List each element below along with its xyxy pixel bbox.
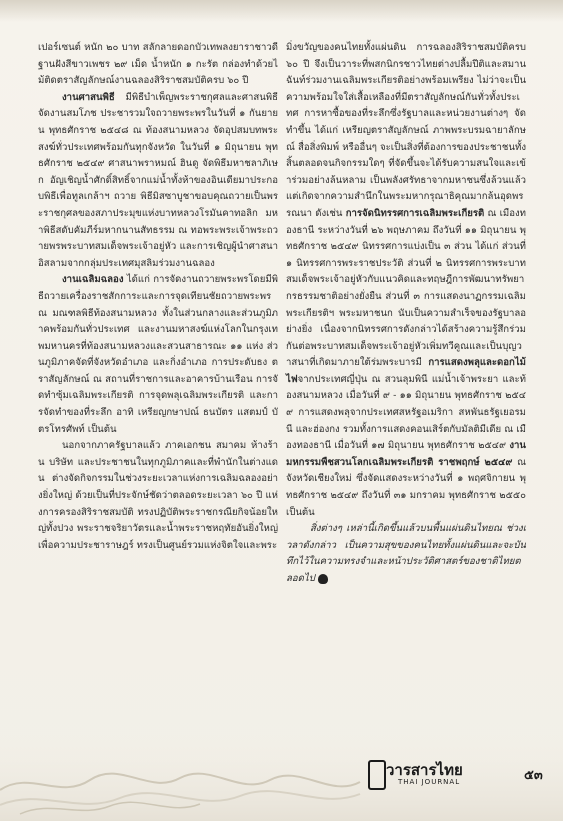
paragraph-religious-ceremonies: งานศาสนพิธี มีพิธีบำเพ็ญพระราชกุศลและศาสนพิธี จัดงานสมโภช ประชารวมใจถวายพระพรในวันที่ ๑ กันยายน พุทธศักราช ๒๕๔๘ ณ ท้องสนามหลวง จัดอุปสมบทพระสงฆ์ทั่วประเทศพร้อมกันทุกจังหวัด ในวันที่ ๑ มิถุนายน พุทธศักราช ๒๕๔๙ ศาสนาพราหมณ์ ฮินดู จัดพิธีมหาชลาภิเษก อัญเชิญน้ำศักดิ์สิทธิ์จากแม่น้ำทั้งห้าของอินเดียมาประกอบพิธีเพื่อทูลเกล้าฯ ถวาย พิธีมิสซาบูชาขอบคุณถวายเป็นพระราชกุศลของสภาประมุขแห่งบาทหลวงโรมันคาทอลิก มหาพิธีสดับคัมภีร์มหากนานสัทธรรม ณ ทอพระพระเจ้าพระถวายพรพระบาทสมเด็จพระเจ้าอยู่หัว และการเชิญผู้นำศาสนาอิสลามจากกลุ่มประเทศมุสลิมร่วมงานฉลอง [38, 91, 278, 269]
right-text-column [286, 40, 526, 588]
paragraph: มิ่งขวัญของคนไทยทั้งแผ่นดิน การฉลองสิริราชสมบัติครบ ๖๐ ปี จึงเป็นวาระที่พสกนิกรชาวไทยต่างปลื้มปีติและสมานฉันท์ร่วมงานเฉลิมพระเกียรติอย่างพร้อมเพรียง ไม่ว่าจะเป็นความพร้อมใจใส่เสื้อเหลืองที่มีตราสัญลักษณ์กันทั่วทั้งประเทศ การหาซื้อของที่ระลึกซึ่งรัฐบาลและหน่วยงานต่างๆ จัดทำขึ้น ได้แก่ เหรียญตราสัญลักษณ์ ภาพพระบรมฉายาลักษณ์ สื่อสิ่งพิมพ์ หรืออื่นๆ จะเป็นสิ่งที่ต้องการของประชาชนทั้งสิ้นตลอดจนกิจกรรมใดๆ ที่จัดขึ้นจะได้รับความสนใจและเข้าร่วมอย่างล้นหลาม เป็นพลังศรัทธาจากมหาชนซึ่งล้วนแล้วแต่เกิดจากความสำนึกในพระมหากรุณาธิคุณมากล้นอุดพรรณนา ดังเช่น การจัดนิทรรศการเฉลิมพระเกียรติ ณ เมืองทองธานี ระหว่างวันที่ ๒๖ พฤษภาคม ถึงวันที่ ๑๑ มิถุนายน พุทธศักราช ๒๕๔๙ นิทรรศการแบ่งเป็น ๓ ส่วน ได้แก่ ส่วนที่ ๑ นิทรรศการพระราชประวัติ ส่วนที่ ๒ นิทรรศการพระบาทสมเด็จพระเจ้าอยู่หัวกับแนวคิดและทฤษฎีการพัฒนาทรัพยากรธรรมชาติอย่างยั่งยืน ส่วนที่ ๓ การแสดงนาฏกรรมเฉลิมพระเกียรติฯ พระมหาชนก นับเป็นความสำเร็จของรัฐบาลอย่างยิ่ง เนื่องจากนิทรรศการดังกล่าวได้สร้างความรู้สึกร่วมกันต่อพระบาทสมเด็จพระเจ้าอยู่หัวเพิ่มทวีคูณและเป็นบุญวาสนาที่เกิดมาภายใต้ร่มพระบารมี การแสดงพลุและดอกไม้ไฟจากประเทศญี่ปุ่น ณ สวนลุมพินี แม่น้ำเจ้าพระยา และท้องสนามหลวง เมื่อวันที่ ๙ - ๑๑ มิถุนายน พุทธศักราช ๒๕๔๙ การแสดงพลุจากประเทศสหรัฐอเมริกา สหพันธรัฐเยอรมนี และฮ่องกง รวมทั้งการแสดงคอนเสิร์ตกับมัลติมีเดีย ณ เมืองทองธานี เมื่อวันที่ ๑๗ มิถุนายน พุทธศักราช ๒๕๔๙ งานมหกรรมพืชสวนโลกเฉลิมพระเกียรติ ราชพฤกษ์ ๒๕๔๙ ณ จังหวัดเชียงใหม่ ซึ่งจัดแสดงระหว่างวันที่ ๑ พฤศจิกายน พุทธศักราช ๒๕๔๙ ถึงวันที่ ๓๑ มกราคม พุทธศักราช ๒๕๕๐ เป็นต้น [286, 42, 526, 518]
left-text-column [38, 40, 278, 554]
paragraph: เปอร์เซนต์ หนัก ๒๐ บาท สลักลายดอกบัวเทพลงยาราชาวดี ฐานฝังสีขาวเพชร ๒๙ เม็ด น้ำหนัก ๑ กะรัต กล่องทำด้วยไม้ติดตราสัญลักษณ์งานฉลองสิริราชสมบัติครบ ๖๐ ปี [38, 42, 278, 87]
page-number: ๕๓ [524, 768, 543, 783]
section-heading: งานเฉลิมฉลอง [62, 274, 124, 286]
paragraph: นอกจากภาครัฐบาลแล้ว ภาคเอกชน สมาคม ห้างร้าน บริษัท และประชาชนในทุกภูมิภาคและที่พำนักในต่างแดน ต่างจัดกิจกรรมในช่วงระยะเวลาแห่งการเฉลิมฉลองอย่างยิ่งใหญ่ ด้วยเป็นที่ประจักษ์ชัดว่าตลอดระยะเวลา ๖๐ ปี แห่งการครองสิริราชสมบัติ ทรงปฏิบัติพระราชกรณียกิจน้อยใหญ่ทั้งปวง พระราชจริยาวัตรและน้ำพระราชหฤทัยอันยิ่งใหญ่เพื่อความประชาราษฎร์ ทรงเป็นศูนย์รวมแห่งจิตใจและพระ [38, 440, 278, 551]
page-top-shadow [0, 0, 563, 22]
section-heading: งานศาสนพิธี [62, 91, 115, 103]
thai-journal-logo [368, 758, 518, 798]
closing-paragraph: สิ่งต่างๆ เหล่านี้เกิดขึ้นแล้วบนพื้นแผ่นดินไทยณ ช่วงเวลาดังกล่าว เป็นความสุขของคนไทยทั้งแผ่นดินและจะบันทึกไว้ในความทรงจำและหน้าประวัติศาสตร์ของชาติไทยตลอดไป [286, 523, 526, 584]
logo-english-text: THAI JOURNAL [398, 778, 461, 786]
hand-pointer-icon [318, 574, 328, 584]
logo-mark-icon [368, 760, 386, 790]
paragraph-celebrations: งานเฉลิมฉลอง ได้แก่ การจัดงานถวายพระพรโดยมีพิธีถวายเครื่องราชสักการะและการจุดเทียนชัยถวายพระพร ณ มณฑลพิธีท้องสนามหลวง ทั้งในส่วนกลางและส่วนภูมิภาคพร้อมกันทั่วประเทศ และงานมหาสงฆ์แห่งโลกในกรุงเทพมหานครที่ท้องสนามหลวงและสวนสาธารณะ ๑๑ แห่ง ส่วนภูมิภาคจัดที่จังหวัดอำเภอ และกิ่งอำเภอ การประดับธง ตราสัญลักษณ์ ณ สถานที่ราชการและอาคารบ้านเรือน การจัดทำซุ้มเฉลิมพระเกียรติ การจุดพลุเฉลิมพระเกียรติ และการจัดทำของที่ระลึก อาทิ เหรียญกษาปณ์ ธนบัตร แสตมป์ บัตรโทรศัพท์ เป็นต้น [38, 274, 278, 435]
logo-thai-text: วารสารไทย [386, 761, 463, 779]
